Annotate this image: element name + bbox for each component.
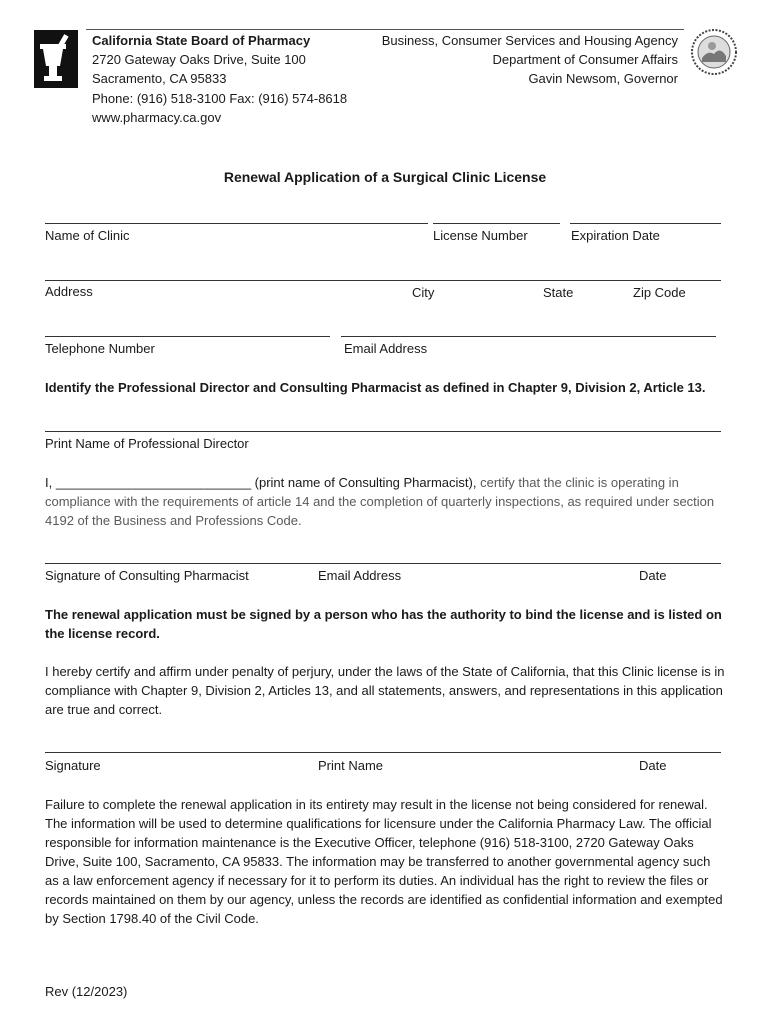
final-date-label: Date	[639, 758, 667, 773]
mortar-pestle-logo-icon	[34, 30, 78, 88]
telephone-number-field[interactable]	[45, 336, 330, 337]
identify-heading: Identify the Professional Director and Consulting Pharmacist as defined in Chapter 9, Division 2, Article 13.	[45, 380, 706, 395]
signature-label: Signature	[45, 758, 101, 773]
professional-director-name-field[interactable]	[45, 431, 721, 432]
state-label: State	[543, 285, 574, 300]
pharmacist-date-label: Date	[639, 568, 667, 583]
header-rule	[86, 29, 684, 30]
name-of-clinic-label: Name of Clinic	[45, 228, 130, 243]
expiration-date-label: Expiration Date	[571, 228, 660, 243]
privacy-notice: Failure to complete the renewal application in its entirety may result in the license not being considered for renewal. The information will be used to determine qualifications for licensure under the California Pharmacy Law. The official responsible for information maintenance is the Executive Officer, telephone (916) 518-3100, 2720 Gateway Oaks Drive, Suite 100, Sacramento, CA 95833. The information may be transferred to another governmental agency such as a law enforcement agency if necessary for it to perform its duties. An individual has the right to review the files or records maintained on them by our agency, unless the records are identified as confidential information and exempted by Section 1798.40 of the Civil Code.	[45, 797, 723, 926]
applicant-signature-line[interactable]	[45, 752, 721, 753]
license-number-label: License Number	[433, 228, 528, 243]
agency-name: Business, Consumer Services and Housing Agency	[381, 33, 678, 48]
state-seal-icon	[690, 28, 738, 76]
license-number-field[interactable]	[433, 223, 560, 224]
board-address-line2: Sacramento, CA 95833	[92, 71, 227, 87]
board-contact-block	[92, 31, 347, 127]
address-label: Address	[45, 284, 93, 299]
name-of-clinic-field[interactable]	[45, 223, 428, 224]
pharmacist-email-label: Email Address	[318, 568, 402, 583]
revision-date: Rev (12/2023)	[45, 984, 128, 999]
email-address-label: Email Address	[344, 341, 428, 356]
board-name: California State Board of Pharmacy	[92, 33, 311, 48]
board-website: www.pharmacy.ca.gov	[92, 109, 222, 125]
professional-director-label: Print Name of Professional Director	[45, 436, 249, 451]
agency-block	[382, 31, 678, 89]
board-address-line1: 2720 Gateway Oaks Drive, Suite 100	[92, 52, 306, 68]
city-label: City	[412, 285, 435, 300]
expiration-date-field[interactable]	[570, 223, 721, 224]
governor-name: Gavin Newsom, Governor	[528, 71, 678, 87]
zip-code-label: Zip Code	[633, 285, 686, 300]
pharmacist-signature-line[interactable]	[45, 563, 721, 564]
board-phone-fax: Phone: (916) 518-3100 Fax: (916) 574-8618	[92, 90, 348, 106]
pharmacist-signature-label: Signature of Consulting Pharmacist	[45, 568, 249, 583]
email-address-field[interactable]	[341, 336, 716, 337]
authority-note: The renewal application must be signed by a person who has the authority to bind the license and is listed on the license record.	[45, 607, 722, 641]
telephone-number-label: Telephone Number	[45, 341, 155, 356]
address-field[interactable]	[45, 280, 721, 281]
pharmacist-name-blank[interactable]: I, ___________________________ (print name of Consulting Pharmacist),	[45, 475, 481, 490]
perjury-statement: I hereby certify and affirm under penalty of perjury, under the laws of the State of California, that this Clinic license is in compliance with Chapter 9, Division 2, Articles 13, and all statements, answers, and representations in this application are true and correct.	[45, 664, 725, 717]
pharmacist-certification	[45, 473, 727, 530]
department-name: Department of Consumer Affairs	[492, 52, 678, 68]
print-name-label: Print Name	[318, 758, 384, 773]
certification-text: certify that the clinic is operating in compliance with the requirements of article 14 and the completion of quarterly inspections, as required under section 4192 of the Business and Professions Code.	[45, 475, 715, 528]
form-title: Renewal Application of a Surgical Clinic License	[223, 169, 547, 185]
